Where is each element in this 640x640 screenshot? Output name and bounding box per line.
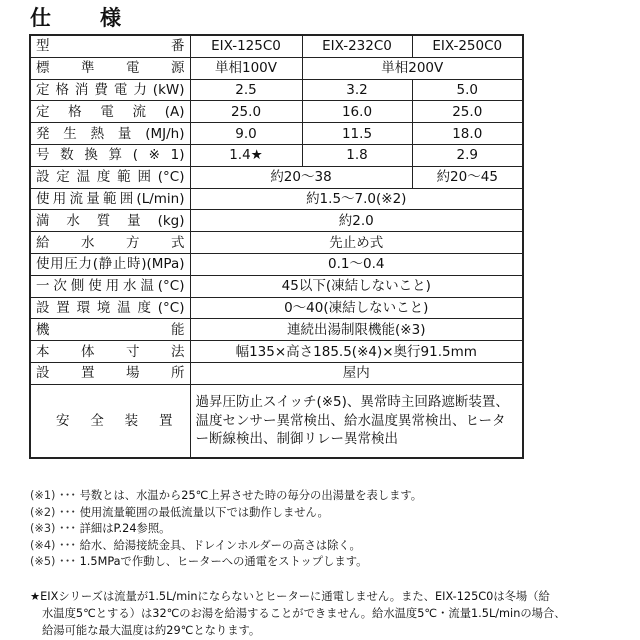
footnote-mark: (※1) ･･･ <box>30 489 77 502</box>
table-row <box>30 253 523 275</box>
row-label <box>30 57 190 79</box>
footnote-mark: (※3) ･･･ <box>30 522 77 536</box>
table-cell: 幅135×高さ185.5(※4)×奥行91.5mm <box>190 341 523 363</box>
table-row <box>30 101 523 123</box>
star-note-line: 水温度5℃とする）は32℃のお湯を給湯することができません。給水温度5℃・流量1.5L/minの場合、 <box>42 607 566 620</box>
table-row <box>30 79 523 101</box>
row-label-text: 型番 <box>36 38 185 55</box>
footnote-mark: (※4) ･･･ <box>30 538 77 552</box>
row-label <box>30 275 190 297</box>
table-cell: 屋内 <box>190 362 523 384</box>
row-label <box>30 123 190 145</box>
row-label-text: 機能 <box>36 321 185 338</box>
table-cell: 連続出湯制限機能(※3) <box>190 319 523 341</box>
footnote-text: 号数とは、水温から25℃上昇させた時の毎分の出湯量を表します。 <box>79 489 423 502</box>
table-row <box>30 144 523 166</box>
table-row <box>30 384 523 458</box>
row-label-text: 設置場所 <box>36 365 185 382</box>
row-label-text: 給水方式 <box>36 234 185 251</box>
row-label-text: 標準電源 <box>36 60 185 77</box>
table-cell: 約1.5〜7.0(※2) <box>190 188 523 210</box>
row-label <box>30 35 190 57</box>
table-row <box>30 123 523 145</box>
footnote <box>30 521 422 538</box>
table-row <box>30 297 523 319</box>
row-label-text: 定格電流(A) <box>36 103 185 120</box>
row-label <box>30 79 190 101</box>
star-note-line: ★EIXシリーズは流量が1.5L/minにならないとヒーターに通電しません。また、EIX-125C0は冬場（給 <box>30 590 550 603</box>
row-label-text: 一次側使用水温(°C) <box>36 278 185 295</box>
row-label <box>30 232 190 254</box>
table-row <box>30 341 523 363</box>
table-cell: 9.0 <box>190 123 302 145</box>
table-cell: 1.4★ <box>190 144 302 166</box>
table-cell: 18.0 <box>412 123 523 145</box>
row-label-text: 号数換算(※1) <box>36 147 185 164</box>
row-label-text: 安全装置 <box>56 412 173 429</box>
footnote-text: 1.5MPaで作動し、ヒーターへの通電をストップします。 <box>79 555 368 569</box>
row-label-text: 設置環境温度(°C) <box>36 299 185 316</box>
star-note-line: 給湯可能な最大温度は約29℃となります。 <box>42 624 261 637</box>
table-cell: 16.0 <box>302 101 412 123</box>
footnote <box>30 488 422 505</box>
row-label <box>30 297 190 319</box>
row-label-text: 本体寸法 <box>36 343 185 360</box>
row-label <box>30 384 190 458</box>
page-title: 仕 様 <box>30 6 135 30</box>
table-cell: 25.0 <box>190 101 302 123</box>
table-row <box>30 232 523 254</box>
row-label <box>30 188 190 210</box>
table-cell: 5.0 <box>412 79 523 101</box>
footnote-mark: (※2) ･･･ <box>30 505 77 519</box>
table-row <box>30 319 523 341</box>
table-row <box>30 57 523 79</box>
table-row <box>30 275 523 297</box>
table-cell: 単相200V <box>302 57 523 79</box>
table-cell: 2.5 <box>190 79 302 101</box>
footnote-text: 詳細はP.24参照。 <box>79 522 171 536</box>
table-cell: 3.2 <box>302 79 412 101</box>
row-label <box>30 101 190 123</box>
row-label-text: 満水質量(kg) <box>36 212 185 229</box>
row-label-text: 使用圧力(静止時)(MPa) <box>36 256 185 273</box>
table-cell: 25.0 <box>412 101 523 123</box>
table-cell: 2.9 <box>412 144 523 166</box>
row-label <box>30 144 190 166</box>
table-row <box>30 166 523 188</box>
spec-table <box>29 34 524 459</box>
table-cell: 11.5 <box>302 123 412 145</box>
table-cell: EIX-125C0 <box>190 35 302 57</box>
table-cell: EIX-250C0 <box>412 35 523 57</box>
table-cell: 0.1〜0.4 <box>190 253 523 275</box>
row-label <box>30 341 190 363</box>
table-row <box>30 362 523 384</box>
row-label <box>30 319 190 341</box>
star-note <box>30 588 630 639</box>
row-label-text: 使用流量範囲(L/min) <box>36 190 185 207</box>
table-cell: EIX-232C0 <box>302 35 412 57</box>
table-row <box>30 35 523 57</box>
table-cell: 0〜40(凍結しないこと) <box>190 297 523 319</box>
table-cell: 45以下(凍結しないこと) <box>190 275 523 297</box>
row-label <box>30 253 190 275</box>
table-cell: 過昇圧防止スイッチ(※5)、異常時主回路遮断装置、温度センサー異常検出、給水温度異常検出、ヒーター断線検出、制御リレー異常検出 <box>190 384 523 458</box>
row-label <box>30 362 190 384</box>
table-cell: 1.8 <box>302 144 412 166</box>
footnote-text: 給水、給湯接続金具、ドレインホルダーの高さは除く。 <box>79 538 361 552</box>
footnote <box>30 554 422 571</box>
footnote-mark: (※5) ･･･ <box>30 555 77 569</box>
footnotes <box>30 488 422 571</box>
table-cell: 約20〜45 <box>412 166 523 188</box>
row-label-text: 発生熱量(MJ/h) <box>36 125 185 142</box>
table-cell: 約20〜38 <box>190 166 412 188</box>
footnote-text: 使用流量範囲の最低流量以下では動作しません。 <box>79 505 329 519</box>
footnote <box>30 538 422 555</box>
table-cell: 先止め式 <box>190 232 523 254</box>
row-label <box>30 166 190 188</box>
table-cell: 単相100V <box>190 57 302 79</box>
footnote <box>30 505 422 522</box>
row-label <box>30 210 190 232</box>
table-row <box>30 188 523 210</box>
table-row <box>30 210 523 232</box>
table-cell: 約2.0 <box>190 210 523 232</box>
row-label-text: 設定温度範囲(°C) <box>36 169 185 186</box>
row-label-text: 定格消費電力(kW) <box>36 81 185 98</box>
